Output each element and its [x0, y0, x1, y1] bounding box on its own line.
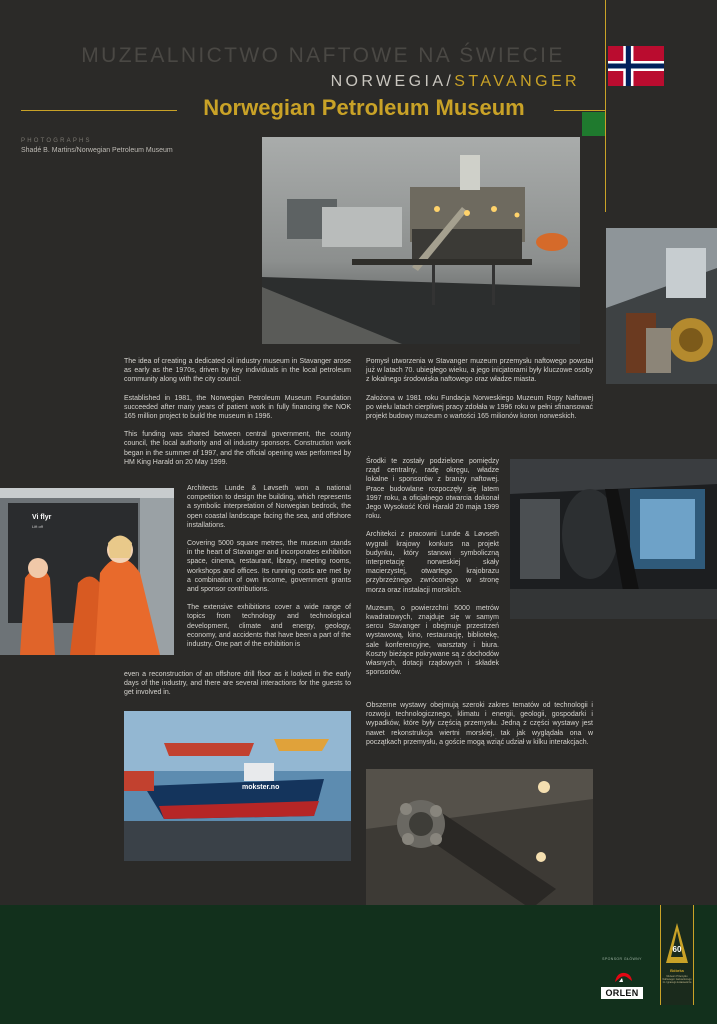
english-paragraph-3: This funding was shared between central government, the county council, the local authority and oil industry sponsors. Construction work began in the summer of 1997, and the official opening was performed by HM King Harald on 20 May 1999.	[124, 431, 351, 466]
badge-title: Bóbrka	[670, 968, 684, 973]
english-paragraph-4: Architects Lunde & Løvseth won a national competition to design the building, which represents a symbolic interpretation of Norwegian bedrock, the open coastal landscape facing the sea, and offshore installations.	[187, 485, 351, 529]
sponsor-label: SPONSOR GŁÓWNY	[602, 957, 642, 961]
english-paragraph-5: Covering 5000 square metres, the museum stands in the heart of Stavanger and incorporates exhibition space, cinema, restaurant, library, meeting rooms, workshops and offices. Its running costs are met by a combination of own income, government grants and sponsor contributions.	[187, 540, 351, 594]
gold-vertical-line	[605, 0, 606, 212]
drill-bit-closeup-photo	[366, 769, 593, 922]
museum-building-photo	[262, 137, 580, 344]
polish-paragraph-2: Założona w 1981 roku Fundacja Norweskiego Muzeum Ropy Naftowej po wielu latach cierpliwej pracy zdołała w 1996 roku w pełni sfinansować projekt budowy muzeum o wartości 165 milionów koron norweskich.	[366, 394, 593, 421]
orlen-logo-icon	[611, 970, 635, 984]
polish-paragraph-4: Architekci z pracowni Lunde & Løvseth wygrali krajowy konkurs na projekt budynku, który stanowi symboliczną interpretację norweskiej skały macierzystej, otwartego krajobrazu przybrzeżnego zwróconego w stronę morza oraz instalacji morskich.	[366, 531, 499, 594]
orlen-logo-text: ORLEN	[601, 987, 643, 999]
location-line	[290, 73, 580, 91]
english-text-middle	[187, 484, 351, 649]
drill-bits-photo	[606, 228, 717, 384]
polish-paragraph-5: Muzeum, o powierzchni 5000 metrów kwadratowych, znajduje się w samym sercu Stavanger i obejmuje przestrzeń wystawową, kino, restaurację, bibliotekę, sale konferencyjne, warsztaty i biura. Koszty bieżące pokrywane są z dochodów własnych, dotacji rządowych i składek sponsorów.	[366, 604, 499, 677]
series-title: MUZEALNICTWO NAFTOWE NA ŚWIECIE	[81, 44, 565, 67]
polish-text-middle	[366, 457, 499, 686]
polish-paragraph-3: Środki te zostały podzielone pomiędzy rząd centralny, radę okręgu, władze lokalne i sponsorów z branży naftowej. Prace budowlane rozpoczęły się latem 1997 roku, a oficjalnego otwarcia dokonał Jego Wysokość Król Harald 20 maja 1999 roku.	[366, 458, 499, 521]
title-rule-right	[554, 110, 606, 111]
badge-subtitle: Muzeum Przemysłu Naftowego i Gazowniczego im. Ignacego Łukasiewicza	[662, 975, 692, 984]
title-rule-left	[21, 110, 177, 111]
english-text-bottom: even a reconstruction of an offshore drill floor as it looked in the early days of the industry, and there are several interactions for the guests to get involved in.	[124, 671, 351, 697]
polish-paragraph-1: Pomysł utworzenia w Stavanger muzeum przemysłu naftowego powstał już w latach 70. ubiegłego wieku, a jego inicjatorami były kluczowe osoby z lokalnego środowiska naftowego oraz władze miasta.	[366, 358, 593, 384]
city-label: STAVANGER	[454, 73, 580, 90]
footer-band	[0, 905, 717, 1024]
green-accent-square	[582, 112, 605, 136]
exhibition-hall-photo	[510, 459, 717, 619]
credits-names: Shadé B. Martins/Norwegian Petroleum Museum	[21, 147, 173, 154]
polish-text-top	[366, 357, 593, 430]
visitors-sign-subtext: Lift off	[32, 524, 43, 529]
english-paragraph-2: Established in 1981, the Norwegian Petroleum Museum Foundation succeeded after many years of patient work in fully financing the NOK 165 million project to build the museum in 1996.	[124, 394, 351, 421]
location-separator: /	[446, 73, 455, 90]
museum-title: Norwegian Petroleum Museum	[203, 95, 525, 120]
english-text-top	[124, 357, 351, 476]
norway-flag-icon	[608, 46, 664, 86]
visitors-survival-suits-photo	[0, 488, 174, 655]
visitors-sign-text: Vi flyr	[32, 514, 52, 521]
country-label: NORWEGIA	[330, 73, 447, 90]
ship-models-photo	[124, 711, 351, 861]
ship-label-text: mokster.no	[242, 784, 280, 791]
english-paragraph-6a: The extensive exhibitions cover a wide range of topics from technology and technological development, climate and energy, geology, economy, and accidents that have been a part of the industry. One part of the exhibition is	[187, 604, 351, 649]
oil-derrick-icon	[666, 923, 688, 963]
english-paragraph-1: The idea of creating a dedicated oil industry museum in Stavanger arose as early as the 1970s, driven by key individuals in the local petroleum community along with the city council.	[124, 358, 351, 384]
bobrka-museum-badge	[660, 905, 694, 1005]
credits-label: PHOTOGRAPHS	[21, 138, 92, 144]
badge-number: 60	[672, 945, 682, 954]
polish-text-bottom: Obszerne wystawy obejmują szeroki zakres tematów od technologii i rozwoju technologicznego, klimatu i energii, geologii, gospodarki i wypadków, które były częścią przemysłu. Jedną z części wystawy jest nawet rekonstrukcja wiertni morskiej, tak jak wyglądała ona w początkach przemysłu, a goście mogą wziąć udział w kilku interakcjach.	[366, 702, 593, 746]
